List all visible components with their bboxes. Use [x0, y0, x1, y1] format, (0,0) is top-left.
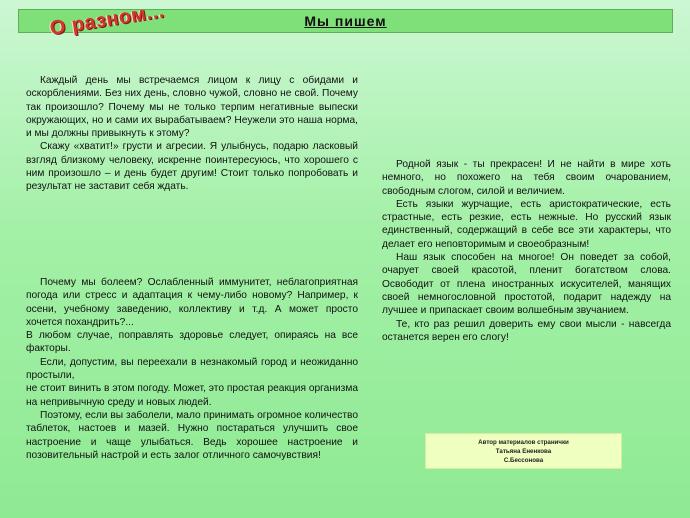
- paragraph: Те, кто раз решил доверить ему свои мысли - навсегда останется верен его слогу!: [382, 318, 671, 343]
- paragraph: Каждый день мы встречаемся лицом к лицу с обидами и оскорблениями. Без них день, словно чужой, словно не свой. Почему так произошло? Почему мы не только терпим негативные выпески окружающих, но и сами их вырабатываем? Неужели это наша норма, и мы должны привыкнуть к этому?: [26, 75, 358, 140]
- paragraph: Родной язык - ты прекрасен! И не найти в мире хоть немного, но похожего на тебя своим очарованием, свободным слогом, силой и величием.: [382, 159, 671, 197]
- section-label: О разном...: [48, 0, 166, 40]
- author-name: Татьяна Ененкова: [495, 448, 552, 455]
- article-block-offenses: [26, 74, 358, 194]
- paragraph: Есть языки журчащие, есть аристократические, есть страстные, есть резкие, есть нежные. Но русский язык единственный, содержащий в себе все эти характеры, что делает его неповторимым и своеобразным!: [382, 198, 671, 250]
- page-title: Мы пишем: [304, 13, 387, 29]
- author-credits-heading: Автор материалов странички: [478, 439, 569, 446]
- paragraph: Поэтому, если вы заболели, мало принимать огромное количество таблеток, настоев и мазей. Нужно постараться улучшить свое настроение и чаще улыбаться. Ведь хорошее настроение и позовительный настрой и есть залог отличного самочувствия!: [26, 409, 358, 461]
- author-credits-box: [425, 433, 622, 469]
- article-block-illness: [26, 276, 358, 462]
- paragraph: В любом случае, поправлять здоровье следует, опираясь на все факторы.: [26, 330, 358, 355]
- paragraph: Если, допустим, вы переехали в незнакомый город и неожиданно простыли,: [26, 356, 358, 382]
- paragraph: Наш язык способен на многое! Он поведет за собой, очарует своей красотой, пленит богатством слова. Освободит от плена иностранных искусителей, манящих своей немногословной простотой, подарит надежду на лучшее и припаскает своим волшебным звучанием.: [382, 252, 671, 317]
- author-name: С.Бессонова: [503, 457, 544, 464]
- paragraph: Скажу «хватит!» грусти и агресии. Я улыбнусь, подарю ласковый взгляд близкому человеку, искренне поинтересуюсь, что хорошего с ним произошло – и день будет другим! Стоит только попробовать и результат не заставит себя ждать.: [26, 141, 358, 193]
- article-block-native-language: [382, 158, 671, 344]
- paragraph: Почему мы болеем? Ослабленный иммунитет, неблагоприятная погода или стресс и адаптация к чему-либо новому? Например, к осени, учебному заведению, коллективу и т.д. А может просто хочется похандрить?...: [26, 277, 358, 328]
- paragraph: не стоит винить в этом погоду. Может, это простая реакция организма на непривычную среду и новых людей.: [26, 383, 358, 408]
